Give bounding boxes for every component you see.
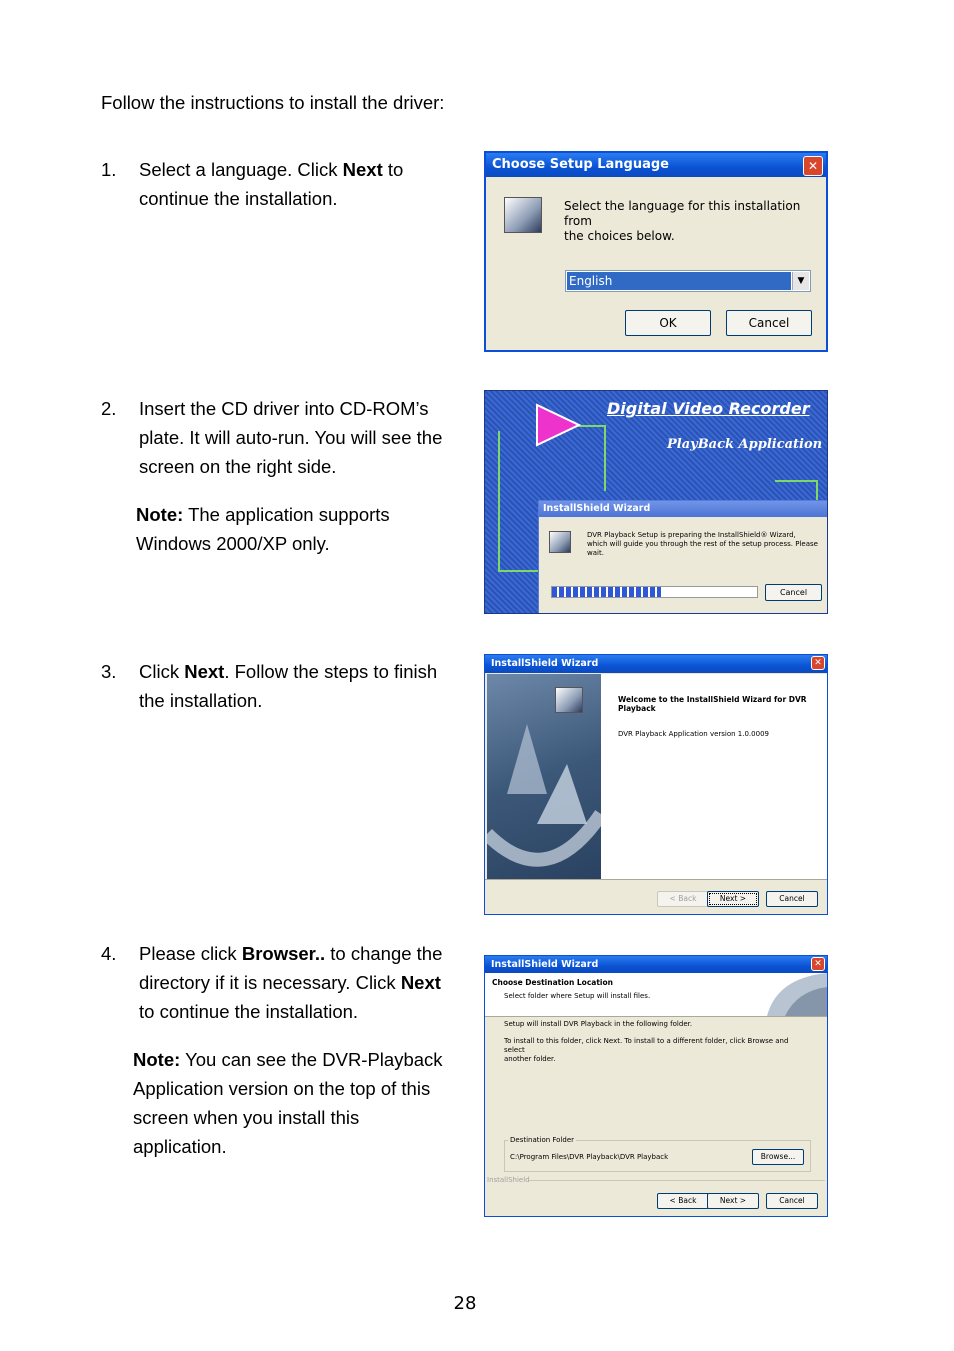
destination-group-label: Destination Folder [510,1136,575,1144]
step-4-note: Note: You can see the DVR-Playback Application version on the top of this screen when you install this application. [133,1049,443,1157]
next-button[interactable]: Next > [707,1193,759,1209]
step-4-number: 4. [101,943,117,964]
step-2-number: 2. [101,398,117,419]
back-button[interactable]: < Back [657,891,709,907]
progress-fill [552,587,661,597]
version-text: DVR Playback Application version 1.0.0009 [618,730,769,738]
install-instructions: To install to this folder, click Next. To install to a different folder, click Browse and select another folder. [504,1037,789,1063]
wizard-divider [485,879,827,880]
cancel-button[interactable]: Cancel [766,891,818,907]
language-dialog-titlebar: Choose Setup Language ✕ [486,153,826,177]
intro-text: Follow the instructions to install the driver: [101,92,445,113]
step-4-text: Please click Browser.. to change the directory if it is necessary. Click Next to continue the installation. [139,943,443,1022]
progress-dialog-titlebar: InstallShield Wizard [539,501,828,517]
splash-subtitle: PlayBack Application [667,437,823,452]
destination-wizard-screenshot [484,955,828,1217]
next-button[interactable]: Next > [707,891,759,907]
footer-divider [529,1180,825,1181]
progress-bar [551,586,758,598]
welcome-titlebar: InstallShield Wizard ✕ [485,655,827,673]
setup-icon [504,197,542,233]
language-dialog-screenshot [484,151,828,352]
cancel-button[interactable]: Cancel [765,584,822,601]
destination-heading: Choose Destination Location [492,978,613,987]
wizard-banner-image [487,674,601,879]
back-button[interactable]: < Back [657,1193,709,1209]
installshield-icon [549,531,571,553]
destination-subheading: Select folder where Setup will install files. [504,992,651,1000]
page-number: 28 [453,1293,477,1314]
progress-message: DVR Playback Setup is preparing the InstallShield® Wizard, which will guide you through the rest of the setup process. Please wait. [587,531,818,557]
step-1-number: 1. [101,159,117,180]
install-info-line: Setup will install DVR Playback in the following folder. [504,1020,693,1028]
destination-path: C:\Program Files\DVR Playback\DVR Playback [510,1153,669,1161]
installshield-progress-dialog [538,500,828,614]
step-1-text: Select a language. Click Next to continue the installation. [139,159,404,209]
play-logo-icon [537,405,579,445]
close-icon[interactable]: ✕ [811,957,825,971]
cancel-button[interactable]: Cancel [766,1193,818,1209]
destination-titlebar: InstallShield Wizard ✕ [485,956,827,973]
step-2-note: Note: The application supports Windows 2000/XP only. [136,504,390,554]
browse-button[interactable]: Browse... [752,1149,804,1165]
step-3-text: Click Next. Follow the steps to finish the installation. [139,661,438,711]
header-corner-graphic [747,973,827,1016]
step-3-number: 3. [101,661,117,682]
chevron-down-icon[interactable]: ▼ [792,272,809,290]
installshield-icon [555,687,583,713]
wizard-sail-graphic [487,674,601,879]
splash-brand: Digital Video Recorder [607,399,810,418]
language-select[interactable] [565,270,811,292]
language-selected-value: English [567,272,791,290]
installshield-brand: InstallShield [487,1176,530,1184]
step-2-text: Insert the CD driver into CD-ROM’s plate. It will auto-run. You will see the screen on the right side. [139,398,443,477]
splash-screenshot [484,390,828,614]
close-icon[interactable]: ✕ [803,156,823,176]
cancel-button[interactable]: Cancel [726,310,812,336]
ok-button[interactable]: OK [625,310,711,336]
welcome-heading: Welcome to the InstallShield Wizard for DVR Playback [618,695,807,713]
language-message: Select the language for this installation from the choices below. [564,199,801,243]
close-icon[interactable]: ✕ [811,656,825,670]
welcome-wizard-screenshot [484,654,828,915]
